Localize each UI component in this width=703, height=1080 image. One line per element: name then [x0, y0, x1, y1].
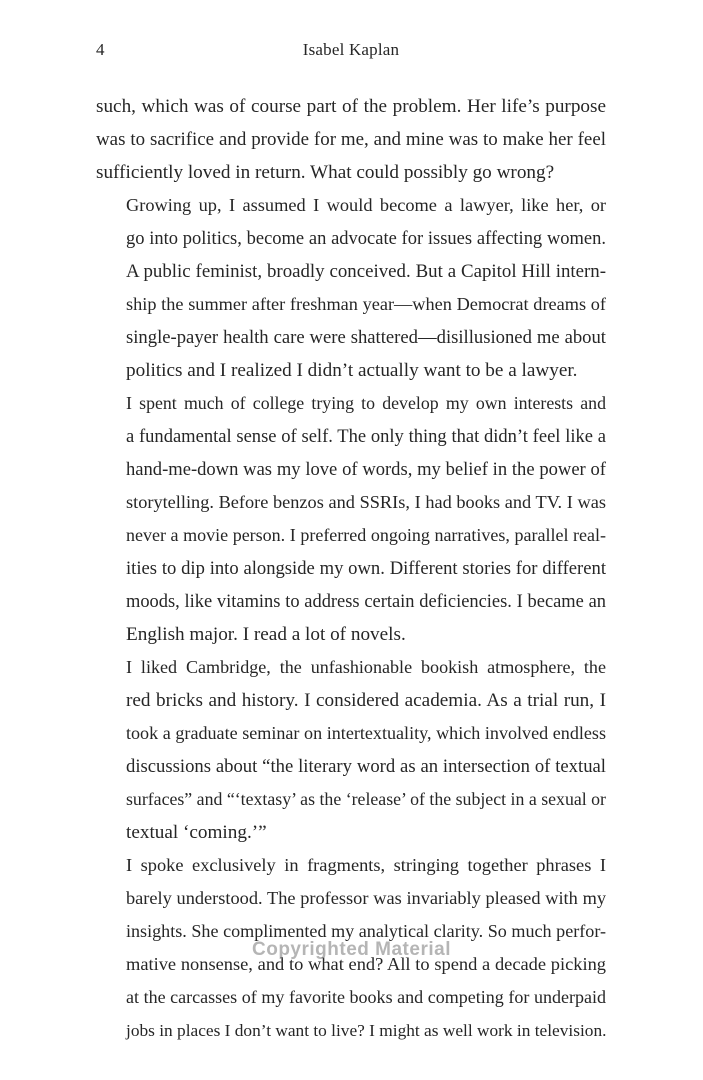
paragraph-1: [96, 90, 606, 189]
text-line: mative nonsense, and to what end? All to spend a decade picking: [126, 954, 606, 974]
paragraph-5: [96, 849, 606, 1047]
text-line: took a graduate seminar on intertextuality, which involved endless: [126, 723, 606, 743]
text-line: English major. I read a lot of novels.: [126, 624, 406, 645]
running-head-author: Isabel Kaplan: [302, 40, 400, 59]
text-line: sufficiently loved in return. What could possibly go wrong?: [96, 162, 555, 183]
text-line: politics and I realized I didn’t actually want to be a lawyer.: [126, 360, 578, 381]
text-line: barely understood. The professor was invariably pleased with my: [126, 888, 606, 908]
body-text: [96, 90, 606, 1047]
running-head: [96, 40, 606, 64]
text-line: discussions about “the literary word as an intersection of textual: [126, 756, 606, 777]
text-line: such, which was of course part of the problem. Her life’s purpose: [96, 96, 606, 117]
text-line: was to sacrifice and provide for me, and mine was to make her feel: [96, 129, 606, 150]
page-number: 4: [96, 40, 105, 59]
text-line: red bricks and history. I considered academia. As a trial run, I: [126, 690, 606, 711]
text-line: at the carcasses of my favorite books and competing for underpaid: [126, 987, 606, 1007]
paragraph-4: [96, 651, 606, 849]
text-line: I spent much of college trying to develop my own interests and: [126, 393, 606, 413]
text-line: ship the summer after freshman year—when Democrat dreams of: [126, 294, 606, 314]
paragraph-2: [96, 189, 606, 387]
text-line: ities to dip into alongside my own. Different stories for different: [126, 558, 606, 579]
text-line: storytelling. Before benzos and SSRIs, I had books and TV. I was: [126, 492, 606, 512]
text-line: surfaces” and “‘textasy’ as the ‘release’ of the subject in a sexual or: [126, 789, 606, 809]
text-line: a fundamental sense of self. The only thing that didn’t feel like a: [126, 426, 606, 447]
paragraph-3: [96, 387, 606, 651]
text-line: insights. She complimented my analytical clarity. So much perfor-: [126, 921, 606, 941]
text-line: hand-me-down was my love of words, my belief in the power of: [126, 459, 606, 480]
text-line: Growing up, I assumed I would become a lawyer, like her, or: [126, 195, 606, 215]
text-line: never a movie person. I preferred ongoing narratives, parallel real-: [126, 525, 606, 545]
text-line: moods, like vitamins to address certain deficiencies. I became an: [126, 591, 606, 611]
text-line: single-payer health care were shattered—disillusioned me about: [126, 327, 606, 348]
text-line: A public feminist, broadly conceived. But a Capitol Hill intern-: [126, 261, 606, 282]
copyright-watermark: Copyrighted Material: [252, 939, 451, 960]
text-line: textual ‘coming.’”: [126, 822, 267, 843]
text-line: jobs in places I don’t want to live? I might as well work in television.: [126, 1021, 606, 1040]
text-line: go into politics, become an advocate for issues affecting women.: [126, 228, 606, 248]
text-line: I spoke exclusively in fragments, stringing together phrases I: [126, 855, 606, 875]
text-line: I liked Cambridge, the unfashionable bookish atmosphere, the: [126, 657, 606, 677]
